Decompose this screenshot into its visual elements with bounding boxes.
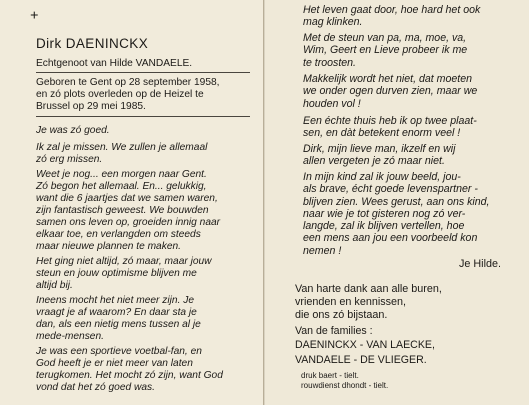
text-line: die ons zó bijstaan. [295, 308, 388, 321]
left-paragraph [36, 125, 258, 137]
left-paragraph [36, 169, 258, 253]
text-line: vraagt je af waarom? En daar sta je [36, 307, 197, 318]
text-line: steun en jouw optimisme blijven me [36, 268, 197, 279]
family-line: DAENINCKX - VAN LAECKE, [295, 339, 435, 352]
text-line: vond dat het zó goed was. [36, 382, 155, 393]
text-line: Met de steun van pa, ma, moe, va, [303, 32, 467, 44]
right-card [265, 0, 529, 405]
text-line: Dirk, mijn lieve man, ikzelf en wij [303, 143, 456, 155]
text-line: zijn fantastisch geweest. We bouwden [36, 205, 209, 216]
text-line: Weet je nog... een morgen naar Gent. [36, 169, 207, 180]
left-paragraph [36, 346, 258, 394]
right-paragraph [303, 115, 525, 140]
right-paragraph [303, 171, 525, 257]
text-line: vrienden en kennissen, [295, 295, 407, 308]
left-paragraph [36, 256, 258, 292]
spouse-line: Echtgenoot van Hilde VANDAELE. [36, 58, 193, 69]
right-paragraph [303, 32, 525, 69]
text-line: te troosten. [303, 56, 356, 69]
text-line: mag klinken. [303, 16, 363, 29]
text-line: houden vol ! [303, 97, 361, 110]
printer-credits [301, 371, 388, 391]
divider [36, 72, 250, 73]
text-line: Makkelijk wordt het niet, dat moeten [303, 73, 472, 85]
text-line: Zó begon het allemaal. En... gelukkig, [36, 181, 207, 192]
text-line: sen, en dàt betekent enorm veel ! [303, 127, 461, 140]
text-line: we onder ogen durven zien, maar we [303, 85, 478, 98]
text-line: zó erg missen. [36, 154, 103, 165]
text-line: want die 6 jaartjes dat we samen waren, [36, 193, 218, 204]
dates-line-3: Brussel op 29 mei 1985. [36, 101, 146, 112]
families-intro: Van de families : [295, 325, 373, 337]
text-line: Het ging niet altijd, zó maar, maar jouw [36, 256, 212, 267]
dates-line-2: en zó plots overleden op de Heizel te [36, 89, 204, 100]
text-line: Je was een sportieve voetbal-fan, en [36, 346, 202, 357]
text-line: Het leven gaat door, hoe hard het ook [303, 4, 481, 16]
text-line: terugkomen. Het mocht zó zijn, want God [36, 370, 223, 381]
text-line: God heeft je er niet meer van laten [36, 358, 193, 369]
cross-icon: + [30, 8, 39, 24]
left-paragraph [36, 142, 258, 166]
families-block [295, 324, 435, 367]
text-line: dan, als een nietig mens tussen al je [36, 319, 201, 330]
text-line: Ineens mocht het niet meer zijn. Je [36, 295, 194, 306]
text-line: In mijn kind zal ik jouw beeld, jou- [303, 171, 461, 183]
printer-line: rouwdienst dhondt - tielt. [301, 381, 389, 390]
divider [36, 116, 250, 117]
text-line: naar wie je tot gisteren nog zó ver- [303, 207, 466, 220]
text-line: langde, zal ik blijven vertellen, hoe [303, 220, 465, 233]
thanks-block [295, 283, 442, 321]
text-line: mede-mensen. [36, 331, 104, 342]
text-line: Van harte dank aan alle buren, [295, 283, 442, 295]
text-line: Je was zó goed. [36, 125, 110, 136]
text-line: nemen ! [303, 244, 342, 257]
text-line: Ik zal je missen. We zullen je allemaal [36, 142, 208, 153]
left-card [0, 0, 264, 405]
signature: Je Hilde. [458, 258, 501, 270]
text-line: maar nieuwe plannen te maken. [36, 241, 181, 252]
text-line: blijven zien. Wees gerust, aan ons kind, [303, 195, 490, 208]
text-line: een mens aan jou een voorbeeld kon [303, 232, 478, 245]
text-line: elkaar toe, en verlangden om steeds [36, 229, 201, 240]
text-line: altijd bij. [36, 280, 73, 291]
right-paragraph [303, 73, 525, 110]
left-paragraph [36, 295, 258, 343]
text-line: Wim, Geert en Lieve probeer ik me [303, 44, 468, 57]
text-line: samen ons leven op, groeiden innig naar [36, 217, 221, 228]
text-line: als brave, écht goede levenspartner - [303, 183, 478, 196]
family-line: VANDAELE - DE VLIEGER. [295, 353, 427, 366]
right-paragraph [303, 143, 525, 168]
text-line: allen vergeten je zó maar niet. [303, 155, 445, 168]
text-line: Een échte thuis heb ik op twee plaat- [303, 115, 477, 127]
deceased-name: Dirk DAENINCKX [36, 36, 149, 51]
right-paragraph [303, 4, 525, 29]
printer-line: druk baert - tielt. [301, 371, 359, 380]
dates-line-1: Geboren te Gent op 28 september 1958, [36, 77, 220, 88]
